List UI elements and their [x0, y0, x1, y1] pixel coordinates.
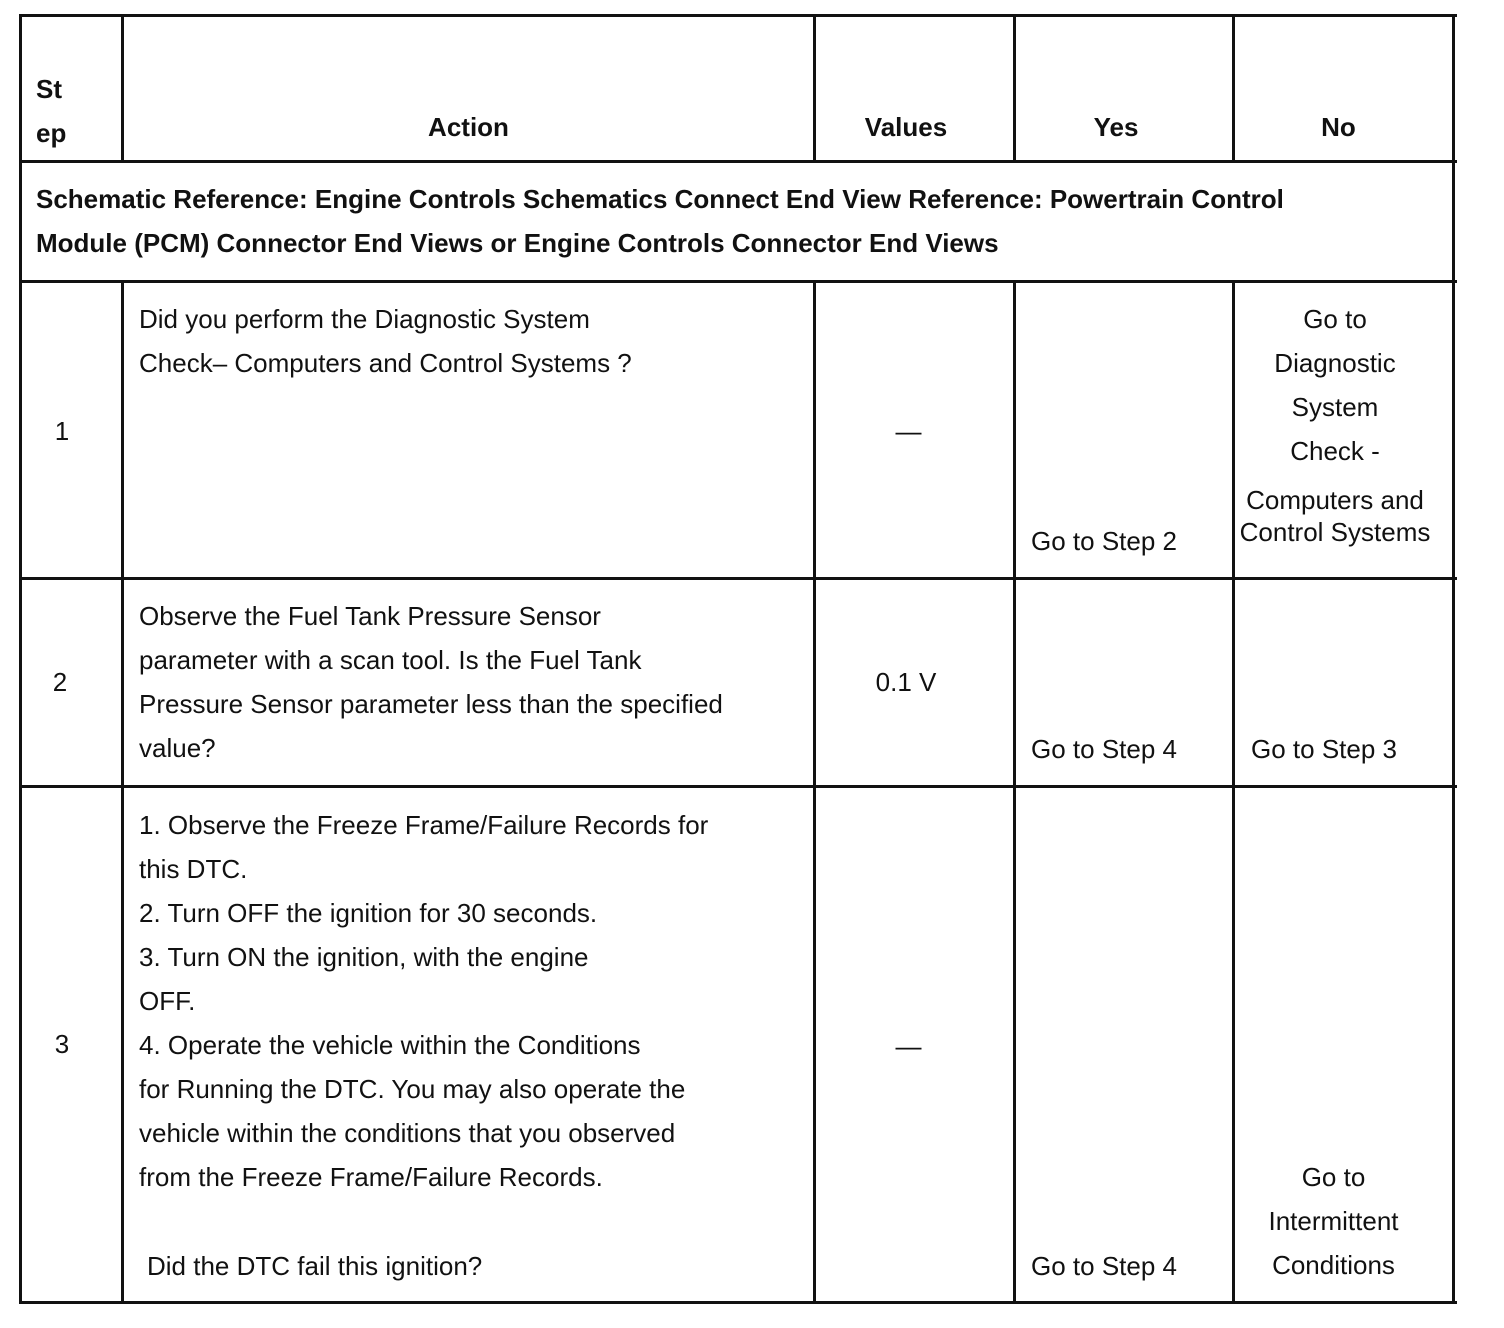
header-step-line1: St: [36, 74, 62, 104]
row3-no: [1235, 1155, 1432, 1287]
reference-line1: Schematic Reference: Engine Controls Schematics Connect End View Reference: Powertrain Control: [36, 184, 1284, 214]
row3-action-line: 2. Turn OFF the ignition for 30 seconds.: [139, 898, 598, 928]
row3-value: —: [895, 1031, 922, 1061]
row1-no-line: Check -: [1290, 436, 1380, 466]
reference-divider: [19, 280, 1457, 283]
row3-action-line: this DTC.: [139, 854, 248, 884]
row2-value: 0.1 V: [875, 667, 937, 697]
schematic-reference: [36, 177, 1284, 265]
row1-no-line: System: [1291, 392, 1379, 422]
table-border-top: [19, 14, 1457, 17]
row2-divider: [19, 785, 1457, 788]
header-no: No: [1321, 112, 1356, 142]
row1-yes: Go to Step 2: [1031, 526, 1177, 556]
row1-divider: [19, 577, 1457, 580]
row3-action-line: 3. Turn ON the ignition, with the engine: [139, 942, 589, 972]
row1-no: [1235, 297, 1435, 545]
row2-yes: Go to Step 4: [1031, 734, 1177, 764]
row1-no-line: Computers and: [1246, 485, 1424, 515]
row3-yes: Go to Step 4: [1031, 1251, 1177, 1281]
row3-action-line: 4. Operate the vehicle within the Conditions: [139, 1030, 641, 1060]
row3-action: [139, 803, 708, 1199]
row3-no-line: Intermittent: [1268, 1206, 1399, 1236]
table-border-left: [19, 14, 22, 1304]
row2-action-line: value?: [139, 733, 216, 763]
table-border-bottom: [19, 1301, 1457, 1304]
row3-action-line: vehicle within the conditions that you observed: [139, 1118, 676, 1148]
row3-action-line: OFF.: [139, 986, 196, 1016]
header-action: Action: [428, 112, 509, 142]
row1-no-line: Go to: [1303, 304, 1367, 334]
row1-action-line: Did you perform the Diagnostic System: [139, 304, 590, 334]
row2-action: [139, 594, 723, 770]
row1-action-line: Check– Computers and Control Systems ?: [139, 348, 632, 378]
row2-no: Go to Step 3: [1251, 734, 1397, 764]
row2-action-line: Pressure Sensor parameter less than the specified: [139, 689, 723, 719]
row3-question: Did the DTC fail this ignition?: [147, 1251, 483, 1281]
row2-action-line: parameter with a scan tool. Is the Fuel Tank: [139, 645, 642, 675]
table-border-right: [1452, 14, 1455, 1304]
row3-no-line: Go to: [1301, 1162, 1366, 1192]
row2-step: 2: [52, 667, 68, 697]
header-values: Values: [864, 112, 948, 142]
body-col-divider-3: [1013, 280, 1016, 1304]
row2-action-line: Observe the Fuel Tank Pressure Sensor: [139, 601, 601, 631]
row3-action-line: from the Freeze Frame/Failure Records.: [139, 1162, 603, 1192]
row3-no-line: Conditions: [1272, 1250, 1395, 1280]
header-divider: [19, 160, 1457, 163]
row3-action-line: 1. Observe the Freeze Frame/Failure Records for: [139, 810, 709, 840]
row1-value: —: [895, 416, 922, 446]
header-step: [36, 67, 66, 155]
body-col-divider-1: [121, 280, 124, 1304]
header-step-line2: ep: [36, 118, 67, 148]
reference-line2: Module (PCM) Connector End Views or Engine Controls Connector End Views: [36, 228, 999, 258]
row1-no-line: Control Systems: [1239, 517, 1431, 547]
row1-step: 1: [54, 416, 70, 446]
header-yes: Yes: [1093, 112, 1139, 142]
row3-step: 3: [54, 1029, 70, 1059]
row1-no-line: Diagnostic: [1274, 348, 1396, 378]
row3-action-line: for Running the DTC. You may also operate the: [139, 1074, 686, 1104]
row1-action: [139, 297, 632, 385]
